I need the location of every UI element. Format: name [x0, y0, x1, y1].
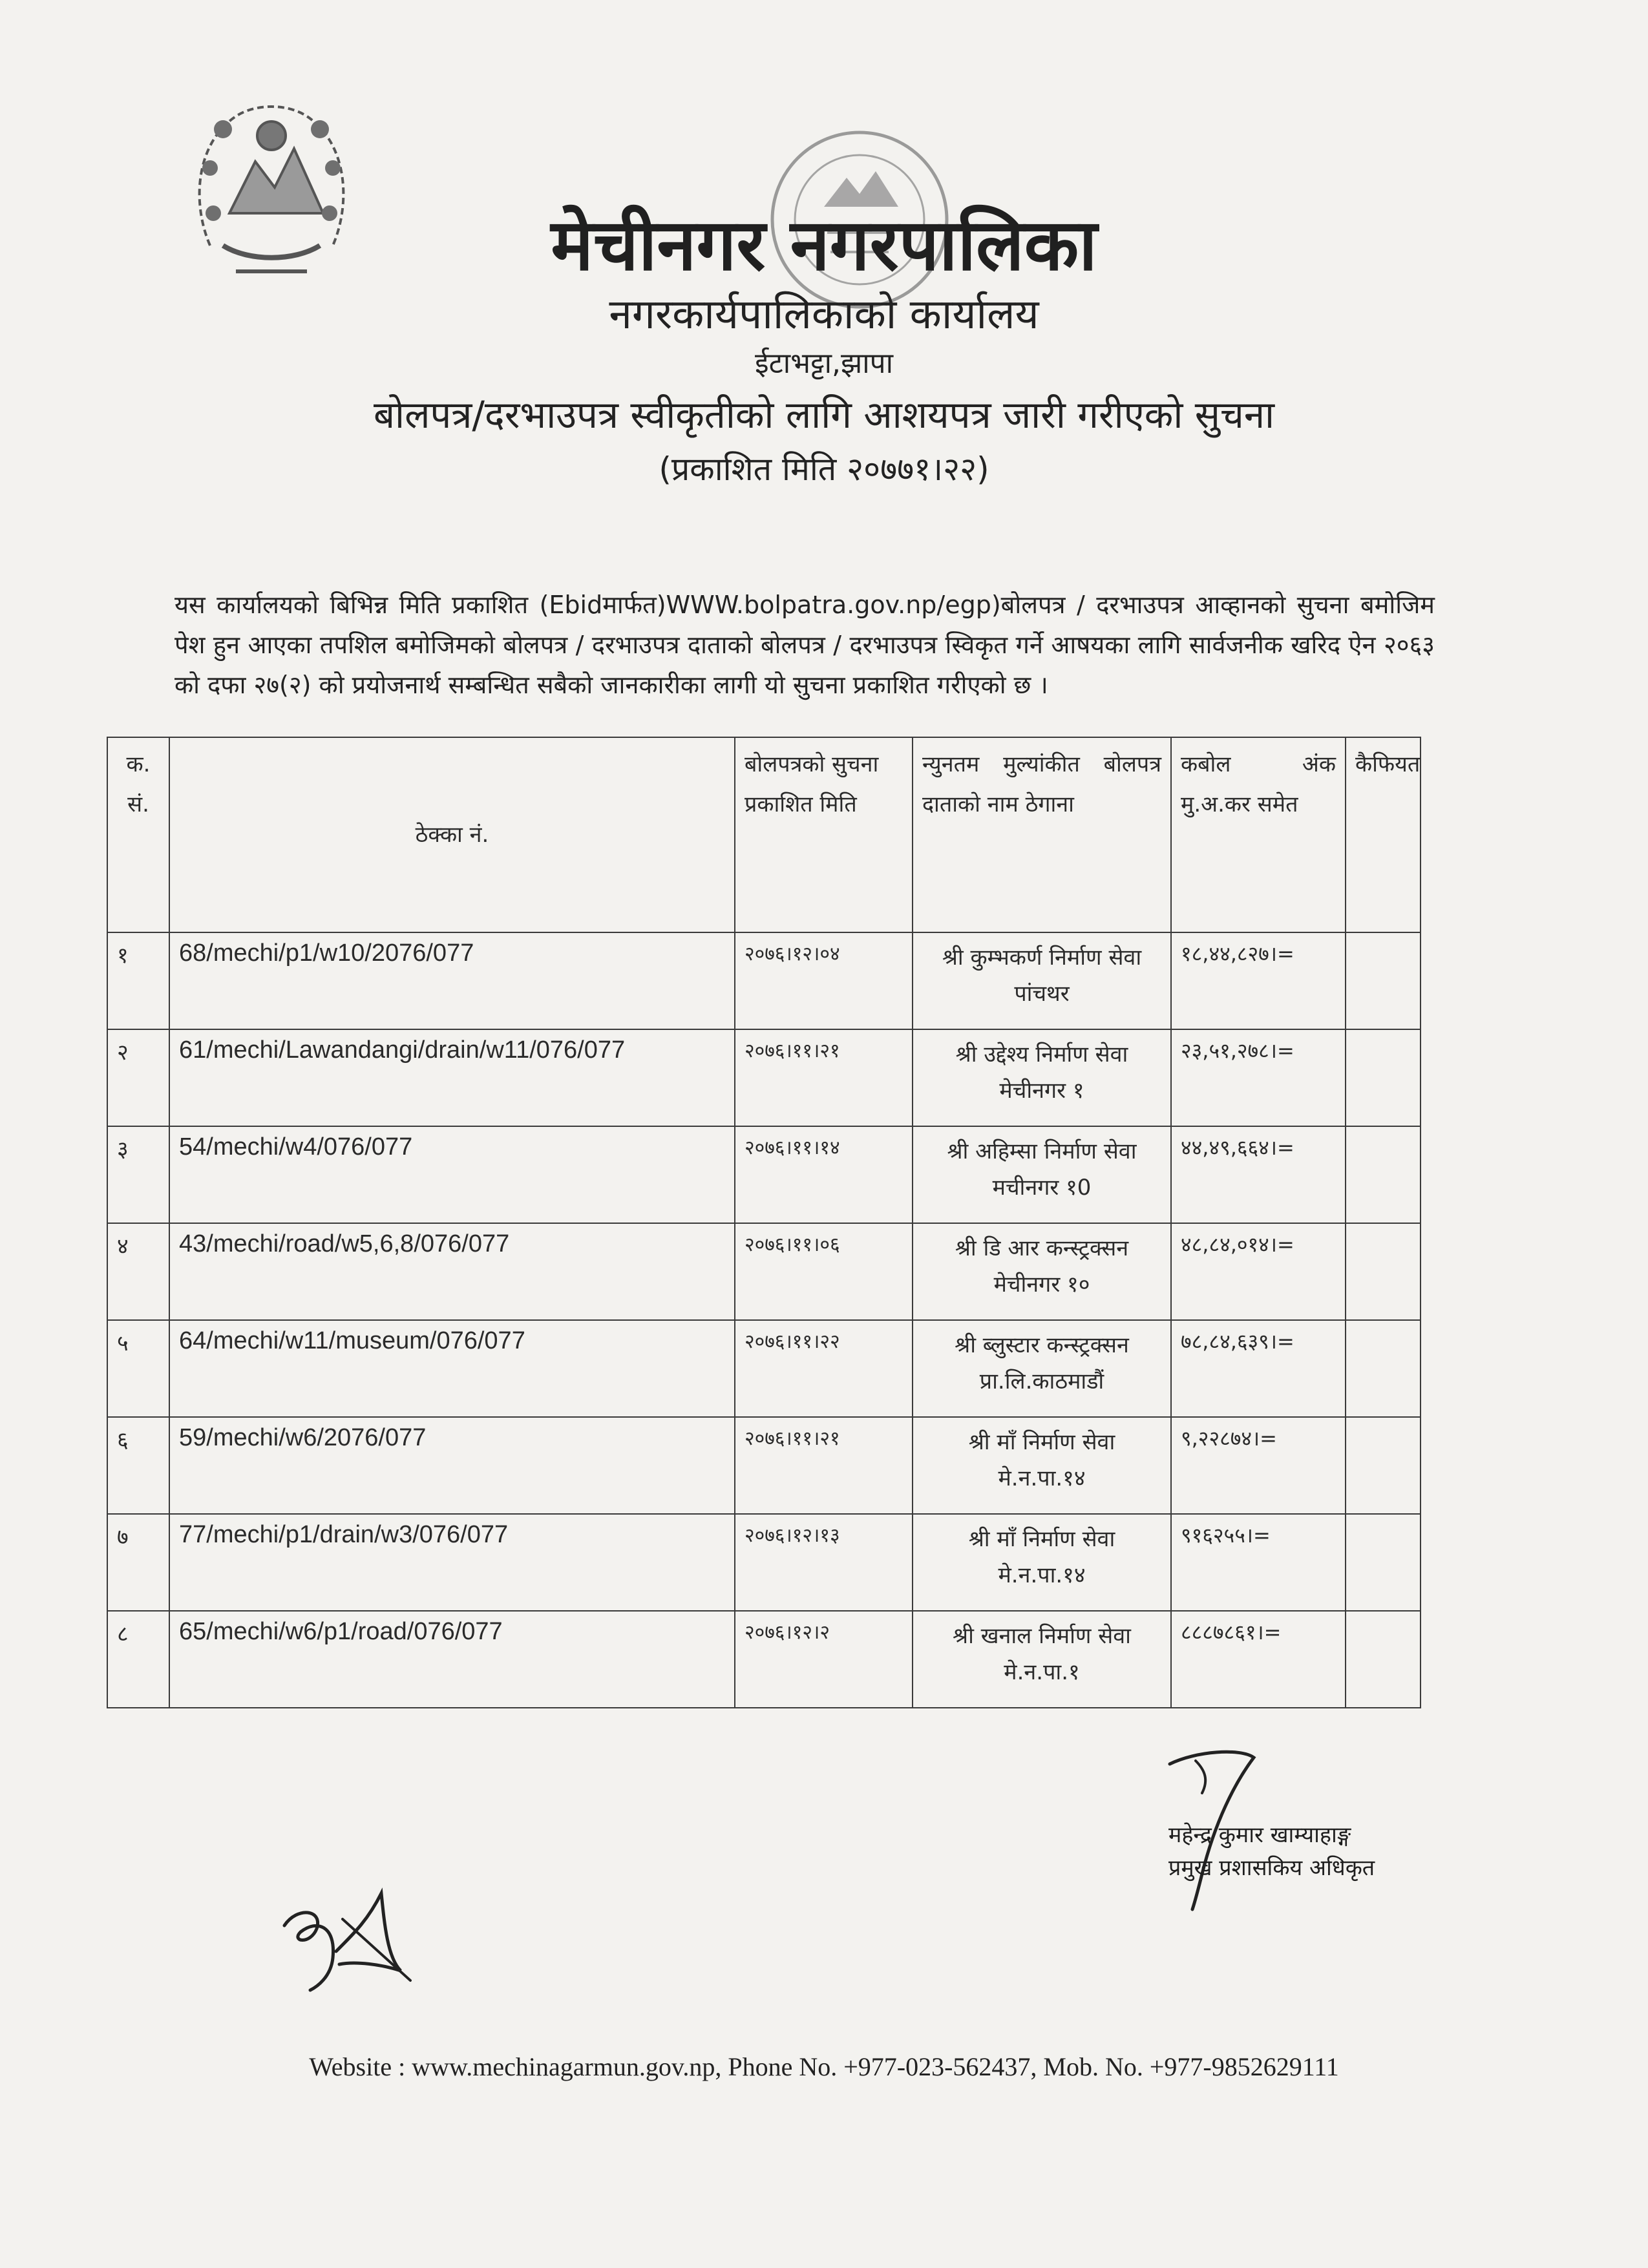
row-notice-date: २०७६।१२।१३	[735, 1514, 913, 1611]
tender-table	[107, 737, 1421, 1708]
row-bidder	[913, 1126, 1171, 1223]
row-contract-no: 65/mechi/w6/p1/road/076/077	[169, 1611, 735, 1708]
row-amount: २३,५१,२७८।=	[1171, 1029, 1346, 1126]
table-row	[107, 1029, 1421, 1126]
row-serial: ६	[107, 1417, 169, 1514]
officer-title: प्रमुख प्रशासकिय अधिकृत	[1168, 1855, 1375, 1881]
row-serial: ३	[107, 1126, 169, 1223]
bidder-address: मेचीनगर १	[999, 1078, 1084, 1104]
bidder-name: श्री उद्देश्य निर्माण सेवा	[955, 1042, 1128, 1067]
bidder-name: श्री खनाल निर्माण सेवा	[953, 1623, 1131, 1649]
row-serial: २	[107, 1029, 169, 1126]
row-serial: ५	[107, 1320, 169, 1417]
row-notice-date: २०७६।११।१४	[735, 1126, 913, 1223]
row-notice-date: २०७६।११।२१	[735, 1417, 913, 1514]
bidder-address: मे.न.पा.१४	[998, 1562, 1086, 1588]
intro-paragraph: यस कार्यालयको बिभिन्न मिति प्रकाशित (Ebidमार्फत)WWW.bolpatra.gov.np/egp)बोलपत्र / दरभाउपत्र आव्हानको सुचना बमोजिम पेश हुन आएका तपशिल बमोजिमको बोलपत्र / दरभाउपत्र दाताको बोलपत्र / दरभाउपत्र स्विकृत गर्ने आषयका लागि सार्वजनीक खरिद ऐन २०६३ को दफा २७(२) को प्रयोजनार्थ सम्बन्धित सबैको जानकारीका लागी यो सुचना प्रकाशित गरीएको छ ।	[174, 591, 1435, 699]
row-remarks	[1346, 1126, 1421, 1223]
bidder-name: श्री अहिम्सा निर्माण सेवा	[947, 1139, 1137, 1164]
row-serial: १	[107, 932, 169, 1029]
bidder-name: श्री ब्लुस्टार कन्स्ट्रक्सन	[955, 1332, 1129, 1358]
row-bidder	[913, 1611, 1171, 1708]
row-amount: ९१६२५५।=	[1171, 1514, 1346, 1611]
row-amount: १८,४४,८२७।=	[1171, 932, 1346, 1029]
row-notice-date: २०७६।१२।२	[735, 1611, 913, 1708]
row-notice-date: २०७६।११।२२	[735, 1320, 913, 1417]
bidder-name: श्री माँ निर्माण सेवा	[968, 1526, 1115, 1552]
bidder-address: मेचीनगर १०	[993, 1272, 1090, 1297]
row-contract-no: 43/mechi/road/w5,6,8/076/077	[169, 1223, 735, 1320]
bidder-address: प्रा.लि.काठमाडौं	[979, 1369, 1104, 1394]
row-remarks	[1346, 932, 1421, 1029]
header-remarks: कैफियत	[1346, 737, 1421, 932]
row-bidder	[913, 932, 1171, 1029]
row-notice-date: २०७६।११।२१	[735, 1029, 913, 1126]
row-contract-no: 64/mechi/w11/museum/076/077	[169, 1320, 735, 1417]
organization-name: मेचीनगर नगरपालिका	[551, 204, 1097, 286]
row-notice-date: २०७६।११।०६	[735, 1223, 913, 1320]
header-contract-no: ठेक्का नं.	[169, 737, 735, 932]
header-notice-date: बोलपत्रको सुचना प्रकाशित मिति	[735, 737, 913, 932]
row-remarks	[1346, 1417, 1421, 1514]
row-contract-no: 54/mechi/w4/076/077	[169, 1126, 735, 1223]
row-amount: ४८,८४,०१४।=	[1171, 1223, 1346, 1320]
office-name: नगरकार्यपालिकाको कार्यालय	[609, 291, 1039, 339]
office-address: ईटाभट्टा,झापा	[754, 347, 894, 380]
row-bidder	[913, 1320, 1171, 1417]
officer-name: महेन्द्र कुमार खाम्याहाङ्ग	[1168, 1822, 1351, 1848]
row-serial: ८	[107, 1611, 169, 1708]
row-contract-no: 59/mechi/w6/2076/077	[169, 1417, 735, 1514]
row-bidder	[913, 1514, 1171, 1611]
table-row	[107, 1417, 1421, 1514]
row-notice-date: २०७६।१२।०४	[735, 932, 913, 1029]
table-row	[107, 1514, 1421, 1611]
publication-date: (प्रकाशित मिति २०७७१।२२)	[659, 450, 989, 488]
bidder-name: श्री डि आर कन्स्ट्रक्सन	[955, 1235, 1129, 1261]
row-serial: ७	[107, 1514, 169, 1611]
row-amount: ४४,४९,६६४।=	[1171, 1126, 1346, 1223]
row-amount: ८८८७८६१।=	[1171, 1611, 1346, 1708]
table-row	[107, 1126, 1421, 1223]
row-contract-no: 77/mechi/p1/drain/w3/076/077	[169, 1514, 735, 1611]
bidder-address: पांचथर	[1014, 981, 1070, 1007]
row-remarks	[1346, 1223, 1421, 1320]
initials-signature-icon	[271, 1880, 420, 1997]
table-row	[107, 1223, 1421, 1320]
row-remarks	[1346, 1320, 1421, 1417]
row-remarks	[1346, 1514, 1421, 1611]
row-remarks	[1346, 1611, 1421, 1708]
table-row	[107, 932, 1421, 1029]
row-bidder	[913, 1223, 1171, 1320]
row-bidder	[913, 1029, 1171, 1126]
bidder-address: मचीनगर १0	[992, 1175, 1092, 1201]
header-bidder: न्युनतम मुल्यांकीत बोलपत्र दाताको नाम ठेगाना	[913, 737, 1171, 932]
table-header-row	[107, 737, 1421, 932]
row-amount: ७८,८४,६३९।=	[1171, 1320, 1346, 1417]
row-amount: ९,२२८७४।=	[1171, 1417, 1346, 1514]
table-row	[107, 1611, 1421, 1708]
header-amount: कबोल अंक मु.अ.कर समेत	[1171, 737, 1346, 932]
row-contract-no: 61/mechi/Lawandangi/drain/w11/076/077	[169, 1029, 735, 1126]
notice-title: बोलपत्र/दरभाउपत्र स्वीकृतीको लागि आशयपत्र जारी गरीएको सुचना	[373, 393, 1275, 437]
row-serial: ४	[107, 1223, 169, 1320]
row-remarks	[1346, 1029, 1421, 1126]
bidder-name: श्री माँ निर्माण सेवा	[968, 1429, 1115, 1455]
bidder-address: मे.न.पा.१	[1004, 1659, 1080, 1685]
row-bidder	[913, 1417, 1171, 1514]
row-contract-no: 68/mechi/p1/w10/2076/077	[169, 932, 735, 1029]
bidder-address: मे.न.पा.१४	[998, 1465, 1086, 1491]
table-row	[107, 1320, 1421, 1417]
header-serial: क. सं.	[107, 737, 169, 932]
bidder-name: श्री कुम्भकर्ण निर्माण सेवा	[942, 945, 1142, 971]
footer-contact: Website : www.mechinagarmun.gov.np, Phone No. +977-023-562437, Mob. No. +977-9852629111	[309, 2052, 1339, 2081]
